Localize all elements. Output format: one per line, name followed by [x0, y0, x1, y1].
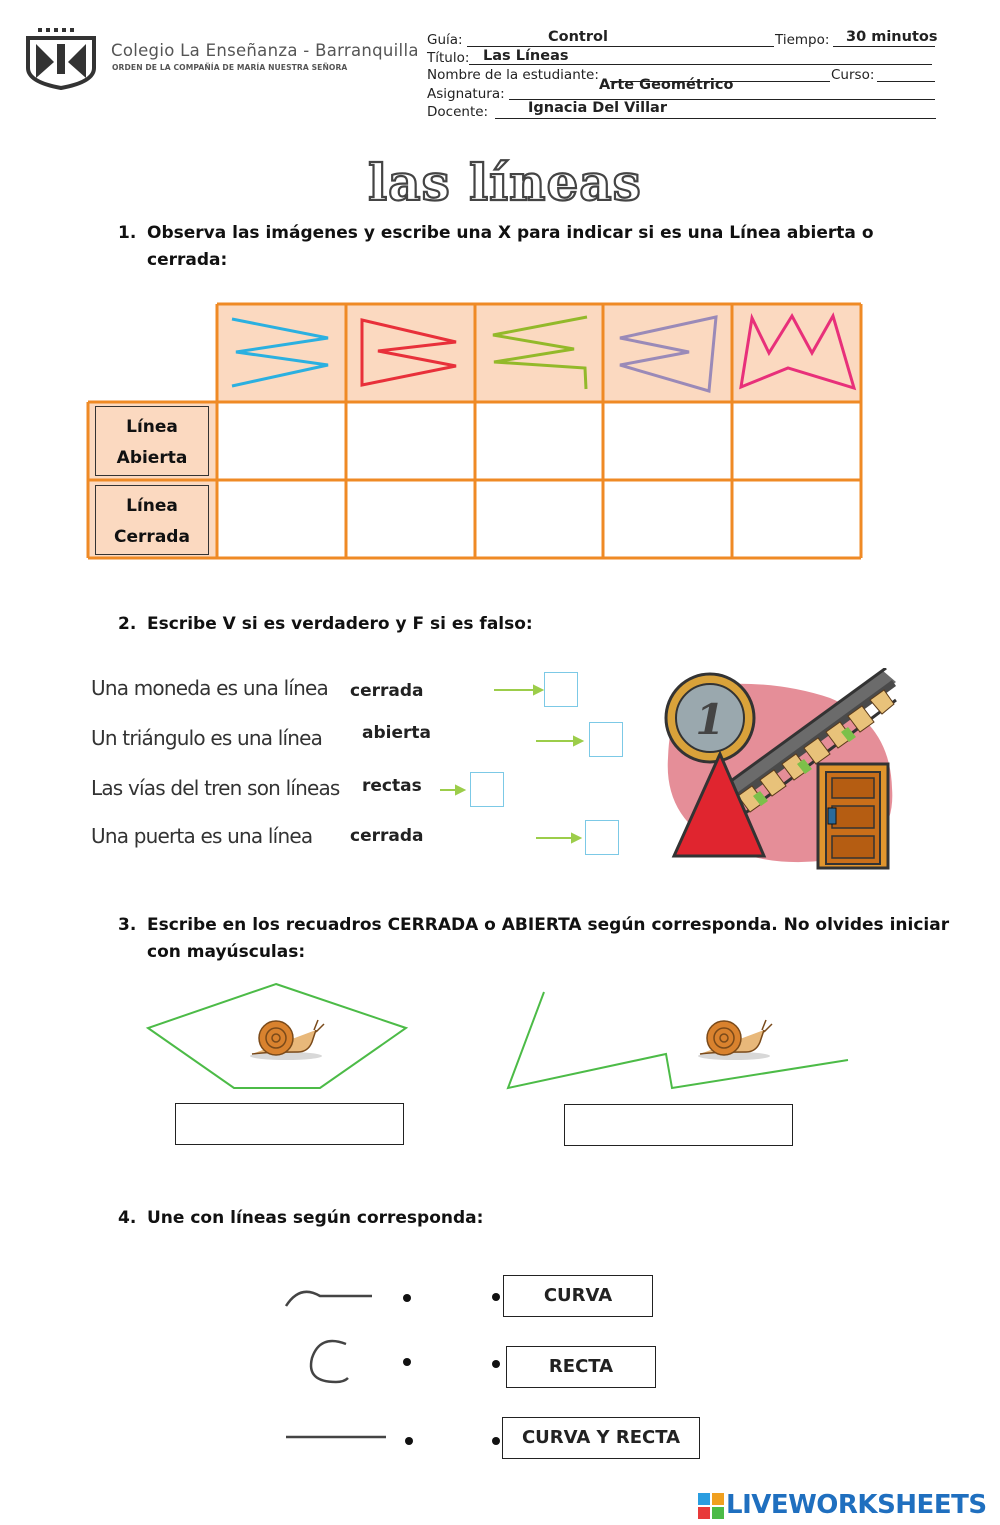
titulo-line [469, 64, 932, 65]
q1-line2: cerrada: [147, 250, 228, 270]
snail-icon [694, 1016, 774, 1062]
q2-word-2: abierta [362, 723, 431, 743]
q4-left-dot-3[interactable] [405, 1437, 413, 1445]
q1-cell-cerrada-5[interactable] [734, 482, 859, 555]
q1-cell-abierta-3[interactable] [477, 404, 601, 477]
liveworksheets-icon [698, 1493, 724, 1519]
row-header-cerrada [95, 485, 209, 555]
row-header-abierta [95, 406, 209, 476]
liveworksheets-brand: LIVEWORKSHEETS [726, 1490, 987, 1520]
coin-icon [666, 674, 754, 762]
q3-open-line [500, 988, 860, 1098]
tiempo-value[interactable]: 30 minutos [846, 29, 938, 45]
q4-right-dot-3[interactable] [492, 1437, 500, 1445]
q3-answer-box-1[interactable] [175, 1103, 404, 1145]
q1-cell-abierta-1[interactable] [219, 404, 344, 477]
guia-label: Guía: [427, 32, 463, 48]
tiempo-line [833, 46, 935, 47]
q2-instruction [118, 611, 718, 638]
q1-line1: Observa las imágenes y escribe una X para indicar si es una Línea abierta o [147, 223, 874, 243]
q3-answer-box-2[interactable] [564, 1104, 793, 1146]
tiempo-label: Tiempo: [775, 32, 830, 48]
curve-and-straight-line-icon [286, 1292, 372, 1306]
asignatura-value[interactable]: Arte Geométrico [599, 77, 734, 93]
q4-text: Une con líneas según corresponda: [147, 1208, 484, 1228]
q4-number: 4. [118, 1208, 137, 1228]
curve-line-icon [311, 1341, 348, 1382]
q4-word-curva: CURVA [503, 1275, 653, 1317]
q1-cell-abierta-4[interactable] [605, 404, 730, 477]
school-subtitle: ORDEN DE LA COMPAÑÍA DE MARÍA NUESTRA SEÑORA [112, 63, 348, 72]
q2-answer-box-1[interactable] [544, 672, 578, 707]
q3-line2: con mayúsculas: [147, 942, 306, 962]
q4-instruction [118, 1205, 718, 1232]
guia-line [467, 46, 774, 47]
q3-instruction [118, 912, 978, 968]
q4-word-recta: RECTA [506, 1346, 656, 1388]
q4-left-dot-2[interactable] [403, 1358, 411, 1366]
q4-right-dot-2[interactable] [492, 1360, 500, 1368]
q2-word-1: cerrada [350, 681, 424, 701]
docente-label: Docente: [427, 104, 489, 120]
q3-line1: Escribe en los recuadros CERRADA o ABIERTA según corresponda. No olvides iniciar [147, 915, 950, 935]
q4-line-curve-straight [280, 1280, 380, 1310]
q2-answer-box-3[interactable] [470, 772, 504, 807]
liveworksheets-logo [698, 1490, 998, 1522]
q1-cell-cerrada-3[interactable] [477, 482, 601, 555]
row-header-abierta-line2: Abierta [116, 448, 188, 468]
q1-cell-abierta-2[interactable] [348, 404, 473, 477]
q2-statement-4: Una puerta es una línea [91, 824, 313, 848]
q1-cell-cerrada-2[interactable] [348, 482, 473, 555]
row-header-cerrada-line1: Línea [126, 496, 178, 516]
q4-line-curve [300, 1336, 360, 1388]
open-zigzag-icon [508, 992, 848, 1088]
school-logo [24, 28, 98, 90]
q2-statement-1: Una moneda es una línea [91, 676, 328, 700]
q1-cell-cerrada-4[interactable] [605, 482, 730, 555]
docente-value[interactable]: Ignacia Del Villar [528, 100, 667, 116]
q3-number: 3. [118, 915, 137, 935]
estudiante-label: Nombre de la estudiante: [427, 67, 599, 83]
q1-cell-cerrada-1[interactable] [219, 482, 344, 555]
school-name: Colegio La Enseñanza - Barranquilla [111, 41, 419, 60]
q2-answer-box-2[interactable] [589, 722, 623, 757]
curso-line [877, 81, 935, 82]
q2-statement-3: Las vías del tren son líneas [91, 776, 340, 800]
asignatura-label: Asignatura: [427, 86, 505, 102]
titulo-label: Título: [427, 50, 470, 66]
q2-answer-box-4[interactable] [585, 820, 619, 855]
q2-arrows [430, 680, 600, 860]
docente-line [495, 118, 936, 119]
guia-value[interactable]: Control [548, 29, 608, 45]
q4-right-dot-1[interactable] [492, 1293, 500, 1301]
q2-word-4: cerrada [350, 826, 424, 846]
row-header-abierta-line1: Línea [126, 417, 178, 437]
door-icon [818, 764, 888, 868]
coin-label: 1 [695, 695, 725, 744]
titulo-value[interactable]: Las Líneas [483, 48, 569, 64]
q1-cell-abierta-5[interactable] [734, 404, 859, 477]
snail-icon [246, 1016, 326, 1062]
curso-label: Curso: [831, 67, 875, 83]
q1-instruction [118, 220, 958, 280]
page-title [340, 148, 670, 218]
q2-number: 2. [118, 614, 137, 634]
page-title-text: las líneas [368, 153, 642, 212]
q2-statement-2: Un triángulo es una línea [91, 726, 323, 750]
row-header-cerrada-line2: Cerrada [114, 527, 190, 547]
q2-illustration [660, 668, 898, 872]
q4-left-dot-1[interactable] [403, 1294, 411, 1302]
q2-word-3: rectas [362, 776, 422, 796]
q4-word-curva-y-recta: CURVA Y RECTA [502, 1417, 700, 1459]
q2-text: Escribe V si es verdadero y F si es falso: [147, 614, 533, 634]
q1-number: 1. [118, 223, 137, 243]
q4-line-straight [282, 1428, 392, 1448]
